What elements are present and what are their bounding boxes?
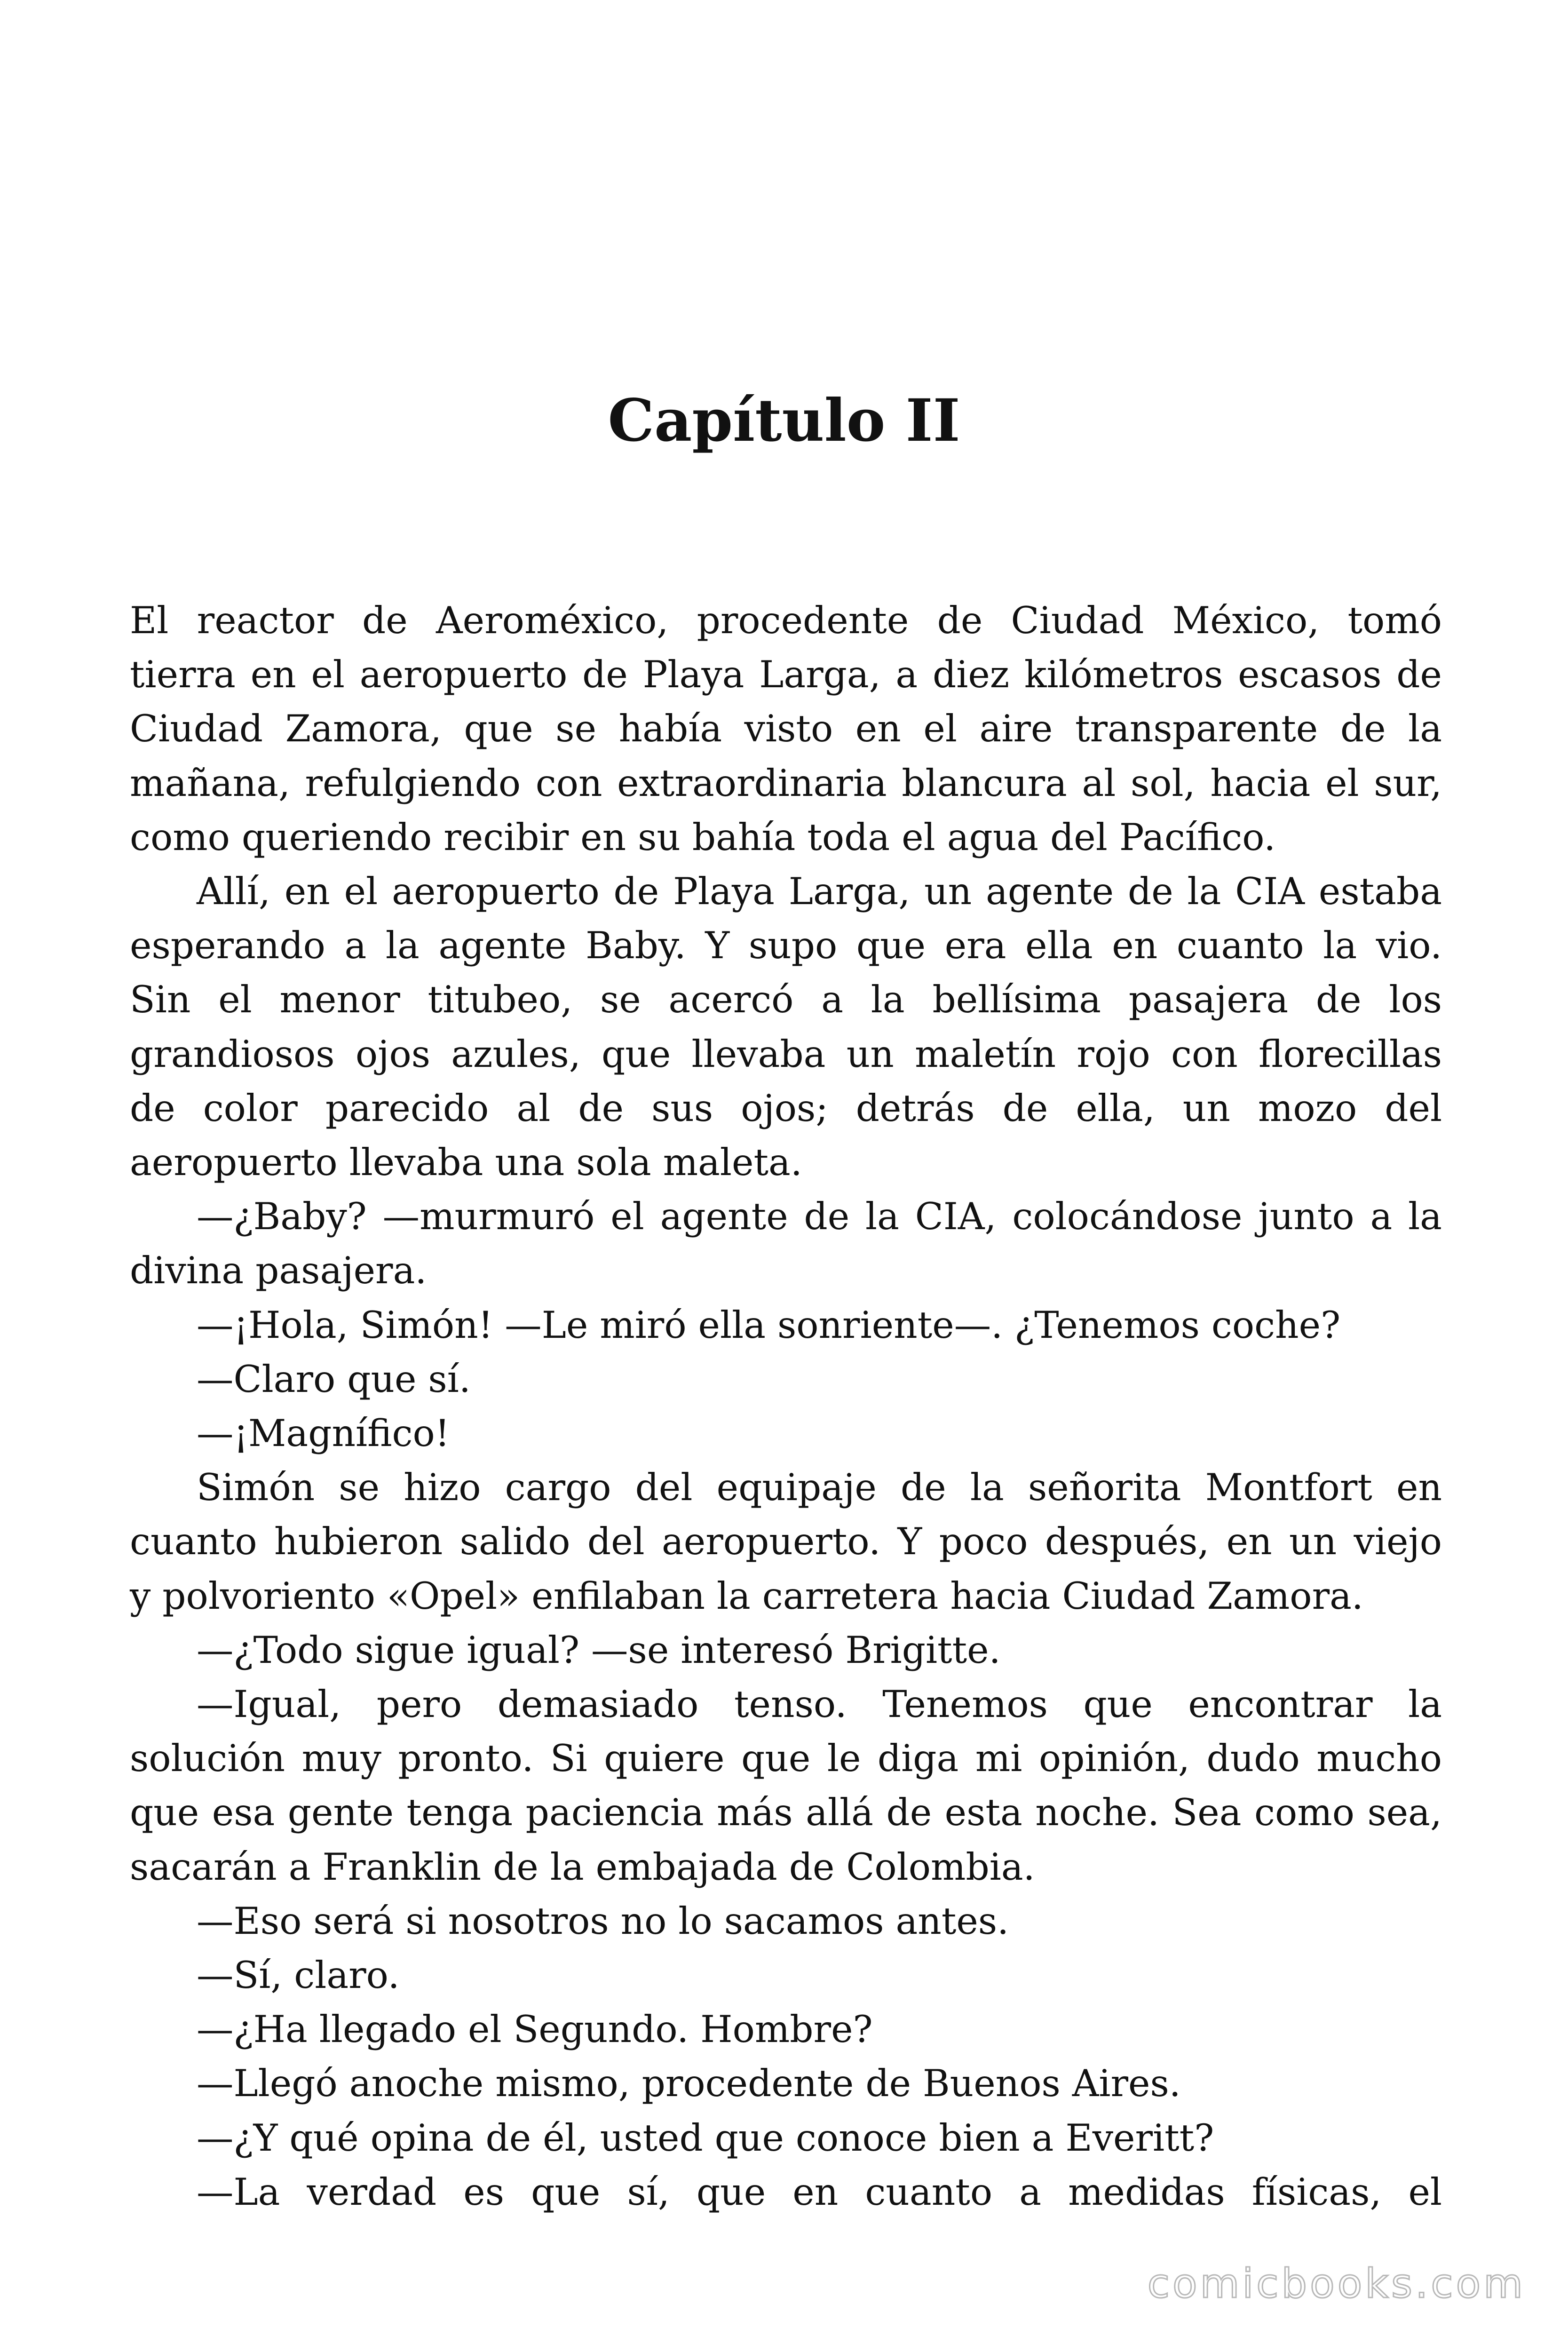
text-line: —Llegó anoche mismo, procedente de Buenos Aires.	[197, 2062, 1181, 2106]
text-line: mañana, refulgiendo con extraordinaria blancura al sol, hacia el sur,	[130, 761, 1442, 805]
text-line: esperando a la agente Baby. Y supo que era ella en cuanto la vio.	[130, 924, 1442, 968]
body-text	[130, 594, 1442, 2219]
text-line: —Sí, claro.	[197, 1954, 400, 1997]
text-line: —¡Hola, Simón! —Le miró ella sonriente—. ¿Tenemos coche?	[197, 1303, 1341, 1347]
text-line: —La verdad es que sí, que en cuanto a medidas físicas, el	[197, 2170, 1442, 2214]
text-line: —¡Magnífico!	[197, 1412, 450, 1455]
text-line: —¿Baby? —murmuró el agente de la CIA, colocándose junto a la	[197, 1195, 1442, 1239]
text-line: de color parecido al de sus ojos; detrás de ella, un mozo del	[130, 1086, 1442, 1130]
chapter-title: Capítulo II	[608, 387, 960, 455]
text-line: —Eso será si nosotros no lo sacamos antes.	[197, 1899, 1009, 1943]
text-line: Allí, en el aeropuerto de Playa Larga, un agente de la CIA estaba	[197, 870, 1442, 914]
text-line: que esa gente tenga paciencia más allá de esta noche. Sea como sea,	[130, 1791, 1442, 1835]
text-line: Sin el menor titubeo, se acercó a la bellísima pasajera de los	[130, 978, 1442, 1022]
text-line: Simón se hizo cargo del equipaje de la señorita Montfort en	[197, 1466, 1442, 1510]
text-line: —Claro que sí.	[197, 1357, 471, 1401]
text-line: El reactor de Aeroméxico, procedente de Ciudad México, tomó	[130, 599, 1442, 642]
text-line: solución muy pronto. Si quiere que le diga mi opinión, dudo mucho	[130, 1737, 1442, 1780]
text-line: como queriendo recibir en su bahía toda el agua del Pacífico.	[130, 815, 1276, 859]
text-line: y polvoriento «Opel» enfilaban la carretera hacia Ciudad Zamora.	[130, 1574, 1363, 1618]
text-line: divina pasajera.	[130, 1249, 427, 1293]
text-line: cuanto hubieron salido del aeropuerto. Y poco después, en un viejo	[130, 1520, 1442, 1564]
text-line: sacarán a Franklin de la embajada de Colombia.	[130, 1845, 1035, 1889]
text-line: —¿Y qué opina de él, usted que conoce bien a Everitt?	[197, 2116, 1214, 2160]
text-line: —Igual, pero demasiado tenso. Tenemos que encontrar la	[197, 1683, 1442, 1726]
text-line: aeropuerto llevaba una sola maleta.	[130, 1141, 802, 1184]
text-line: —¿Ha llegado el Segundo. Hombre?	[197, 2008, 873, 2051]
text-line: Ciudad Zamora, que se había visto en el aire transparente de la	[130, 707, 1442, 751]
text-line: —¿Todo sigue igual? —se interesó Brigitte.	[197, 1628, 1001, 1672]
text-line: tierra en el aeropuerto de Playa Larga, a diez kilómetros escasos de	[130, 653, 1442, 697]
watermark-logo: comicbooks.com	[1147, 2260, 1526, 2307]
text-line: grandiosos ojos azules, que llevaba un maletín rojo con florecillas	[130, 1032, 1442, 1076]
